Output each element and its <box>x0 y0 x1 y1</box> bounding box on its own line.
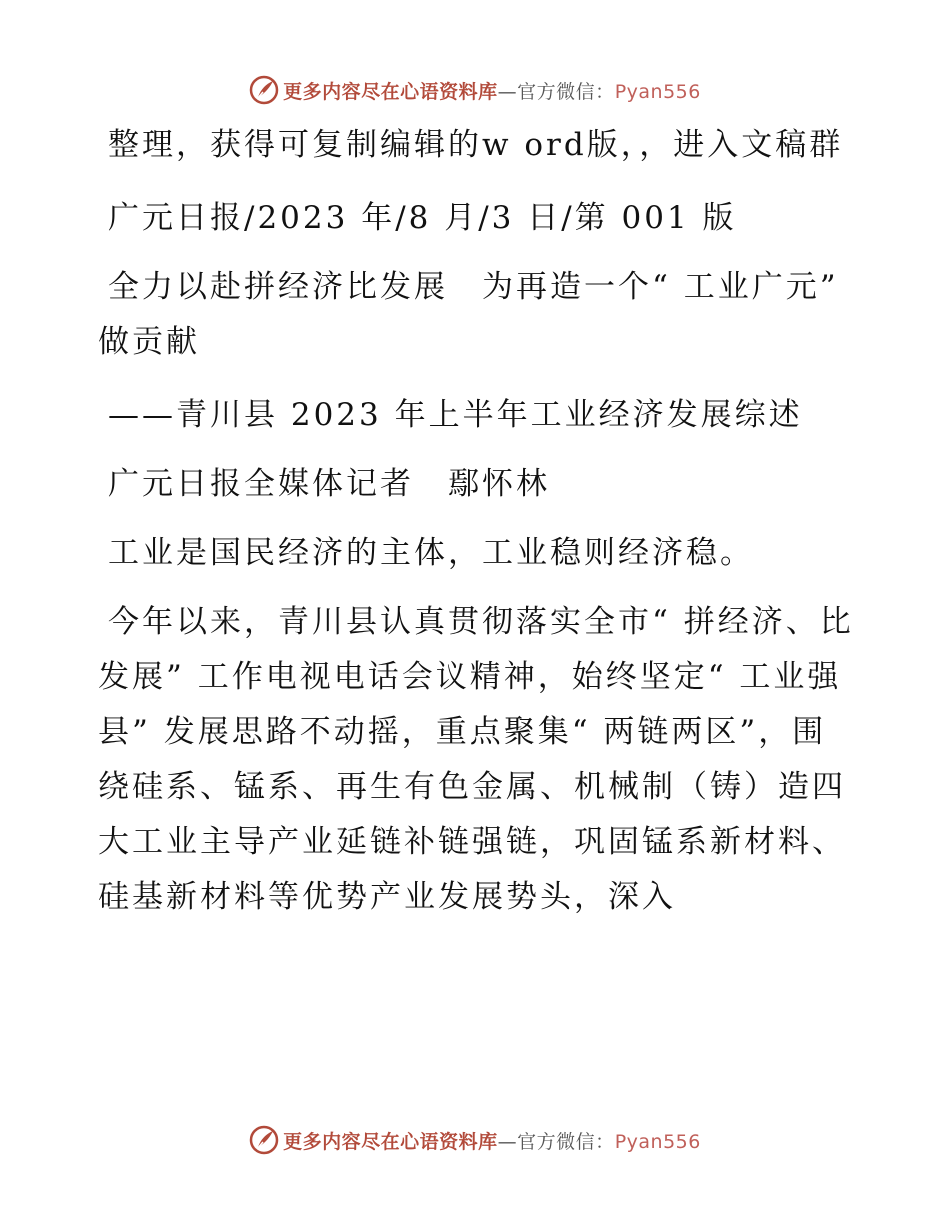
footer-wechat-id: Pyan556 <box>614 1130 701 1153</box>
header-wechat-id: Pyan556 <box>614 80 701 103</box>
paragraph-body: 今年以来，青川县认真贯彻落实全市“ 拼经济、比发展” 工作电视电话会议精神，始终坚定“ 工业强县” 发展思路不动摇，重点聚集“ 两链两区”，围绕硅系、锰系、再生有色金属、机械制（铸）造四大工业主导产业延链补链强链，巩固锰系新材料、硅基新材料等优势产业发展势头，深入 <box>98 604 854 915</box>
paragraph-note: 整理，获得可复制编辑的w ord版，，进入文稿群 <box>108 127 844 163</box>
header-wechat-label: 官方微信： <box>517 80 615 103</box>
article-byline: 广元日报全媒体记者 鄢怀林 <box>108 466 550 502</box>
footer-banner <box>0 1120 950 1160</box>
header-dash: — <box>497 80 518 103</box>
header-banner-text <box>283 77 701 104</box>
footer-banner-text <box>283 1127 701 1154</box>
feather-pen-logo-icon <box>249 75 279 105</box>
header-brand: 更多内容尽在心语资料库 <box>283 80 498 103</box>
footer-brand: 更多内容尽在心语资料库 <box>283 1130 498 1153</box>
article-subtitle: ——青川县 2023 年上半年工业经济发展综述 <box>108 397 803 433</box>
document-body <box>98 118 858 943</box>
paragraph-source: 广元日报/2023 年/8 月/3 日/第 001 版 <box>108 200 737 236</box>
footer-dash: — <box>497 1130 518 1153</box>
footer-wechat-label: 官方微信： <box>517 1130 615 1153</box>
paragraph-intro: 工业是国民经济的主体，工业稳则经济稳。 <box>108 535 754 571</box>
feather-pen-logo-icon <box>249 1125 279 1155</box>
article-title: 全力以赴拼经济比发展 为再造一个“ 工业广元” 做贡献 <box>98 269 839 360</box>
header-banner <box>0 70 950 110</box>
